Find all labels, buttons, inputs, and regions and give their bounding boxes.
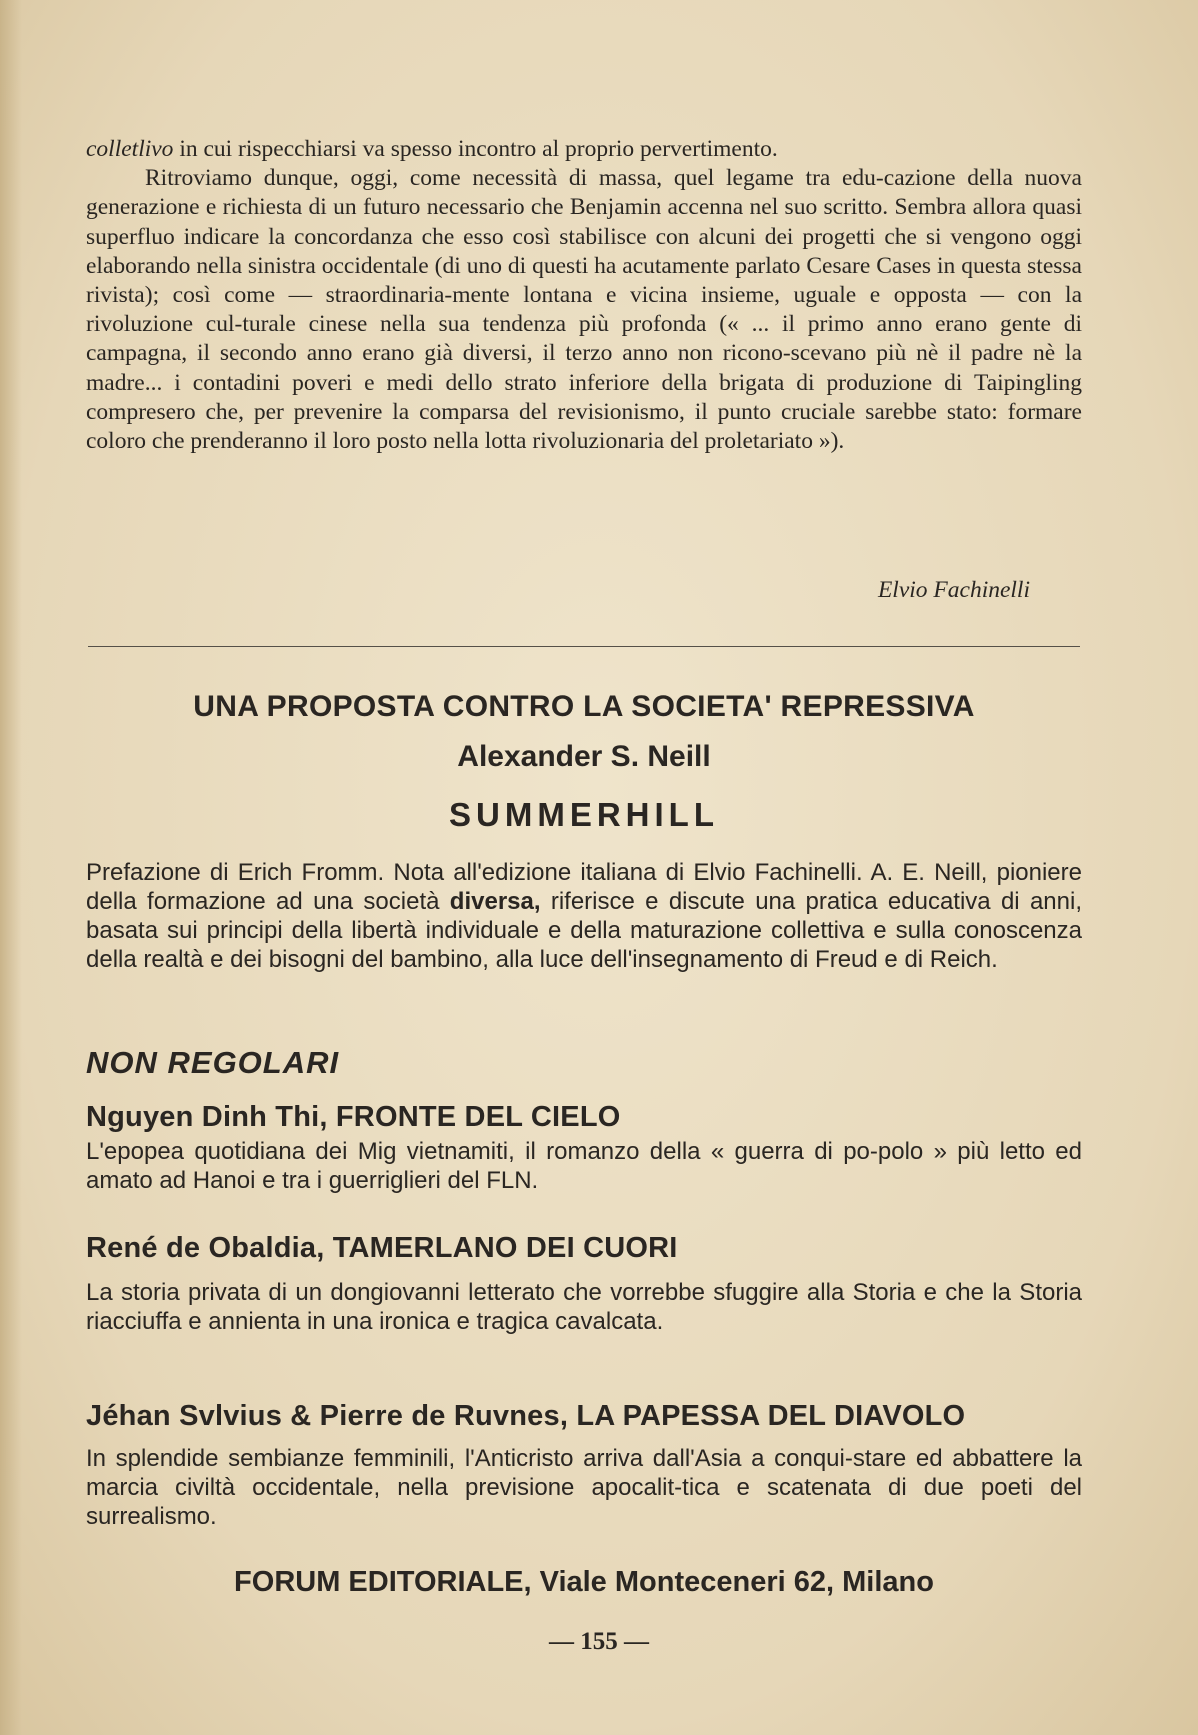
series-heading: NON REGOLARI — [86, 1045, 340, 1080]
essay-paragraph-2: Ritroviamo dunque, oggi, come necessità di massa, quel legame tra edu-cazione della nuova generazione e richiesta di un futuro necessario che Benjamin accenna nel suo scritto. Sembra allora quasi superfluo indicare la concordanza che esso così stabilisce con alcuni dei progetti che si vengono oggi elaborando nella sinistra occidentale (di uno di questi ha acutamente parlato Cesare Cases in questa stessa rivista); così come — straordinaria-mente lontana e vicina insieme, uguale e opposta — con la rivoluzione cul-turale cinese nella sua tendenza più profonda (« ... il primo anno erano gente di campagna, il secondo anno erano già diversi, il terzo anno non ricono-scevano più nè il padre nè la madre... i contadini poveri e medi dello strato inferiore della brigata di produzione di Taipingling compresero che, per prevenire la comparsa del revisionismo, il punto cruciale sarebbe stato: formare coloro che prenderanno il loro posto nella lotta rivoluzionaria del proletariato »). — [86, 165, 1082, 455]
essay-paragraph-1 — [86, 135, 1082, 164]
ad-desc-bold: diversa, — [449, 888, 541, 915]
book-entry-desc: In splendide sembianze femminili, l'Anticristo arriva dall'Asia a conqui-stare ed abbattere la marcia civiltà occidentale, nella previsione apocalit-tica e scatenata di due poeti del surrealismo. — [86, 1445, 1082, 1530]
book-entry-desc: La storia privata di un dongiovanni letterato che vorrebbe sfuggire alla Storia e che la Storia riacciuffa e annienta in una ironica e tragica cavalcata. — [86, 1279, 1082, 1335]
publisher-address: FORUM EDITORIALE, Viale Monteceneri 62, Milano — [234, 1566, 934, 1598]
ad-desc-end: riferisce e discute una pratica educativa di anni, basata sui principi della libertà individuale e della maturazione collettiva e sulla conoscenza della realtà e dei bisogni del bambino, alla luce dell'insegnamento di Freud e di Reich. — [86, 888, 1082, 973]
ad-book-title: SUMMERHILL — [449, 796, 719, 833]
book-entry-title: Nguyen Dinh Thi, FRONTE DEL CIELO — [86, 1101, 621, 1133]
ad-desc-start: Prefazione di Erich Fromm. Nota all'edizione italiana di Elvio Fachinelli. A. E. Neill, pioniere della formazione ad una società — [86, 859, 1082, 915]
essay-line-1: in cui rispecchiarsi va spesso incontro al proprio pervertimento. — [173, 136, 778, 162]
page-number: — 155 — — [549, 1628, 649, 1655]
paper-edge-shadow — [0, 0, 22, 1735]
ad-headline: UNA PROPOSTA CONTRO LA SOCIETA' REPRESSIVA — [193, 690, 975, 723]
essay-signature: Elvio Fachinelli — [877, 577, 1030, 603]
book-entry-title: Jéhan Svlvius & Pierre de Ruvnes, LA PAPESSA DEL DIAVOLO — [86, 1400, 966, 1432]
ad-description — [86, 858, 1082, 974]
ad-author: Alexander S. Neill — [457, 740, 711, 773]
book-entry-title: René de Obaldia, TAMERLANO DEI CUORI — [86, 1232, 678, 1264]
section-divider — [88, 646, 1080, 647]
book-entry-desc: L'epopea quotidiana dei Mig vietnamiti, il romanzo della « guerra di po-polo » più letto ed amato ad Hanoi e tra i guerriglieri del FLN. — [86, 1138, 1082, 1194]
essay-text — [86, 135, 1082, 456]
essay-italic-word: colletlivo — [86, 136, 174, 162]
